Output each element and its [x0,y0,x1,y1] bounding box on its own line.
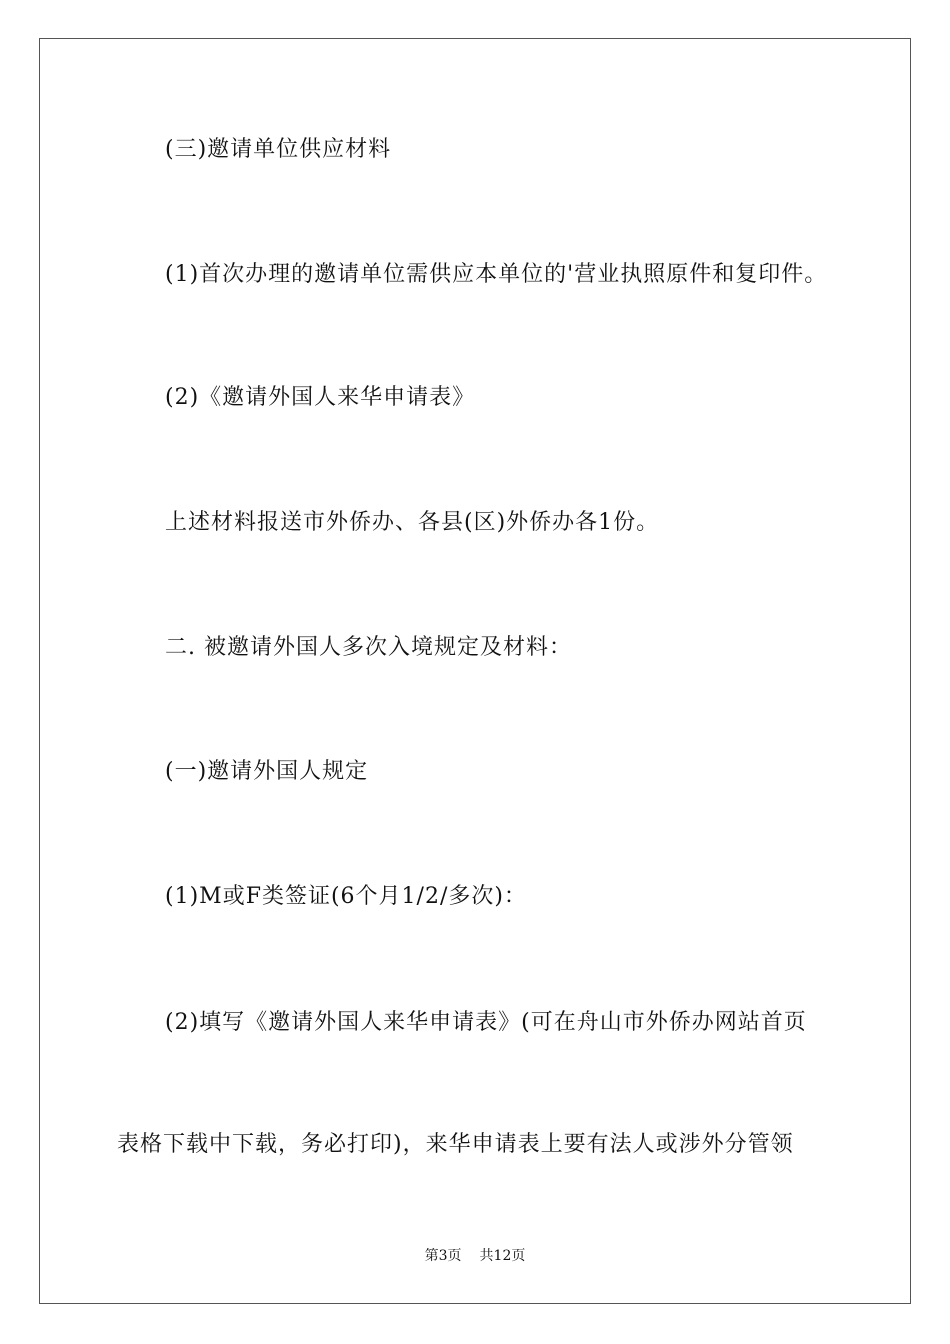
section-heading-2: 二. 被邀请外国人多次入境规定及材料： [165,635,572,660]
paragraph-summary: 上述材料报送市外侨办、各县(区)外侨办各1份。 [165,510,660,535]
paragraph-visa-type: (1)M或F类签证(6个月1/2/多次)： [165,884,527,909]
page-footer [0,1246,950,1266]
section-heading-3: (三)邀请单位供应材料 [165,137,392,162]
paragraph-form-line-2: 表格下载中下载，务必打印)，来华申请表上要有法人或涉外分管领 [117,1132,794,1157]
subsection-heading-1: (一)邀请外国人规定 [165,759,369,784]
paragraph-form-line-1: (2)填写《邀请外国人来华申请表》(可在舟山市外侨办网站首页 [165,1010,807,1035]
page-total: 共12页 [479,1248,526,1264]
page-number: 第3页 [424,1248,462,1264]
page-border [39,38,911,1304]
paragraph-item-1: (1)首次办理的邀请单位需供应本单位的'营业执照原件和复印件。 [165,262,828,287]
paragraph-item-2: (2)《邀请外国人来华申请表》 [165,385,476,410]
